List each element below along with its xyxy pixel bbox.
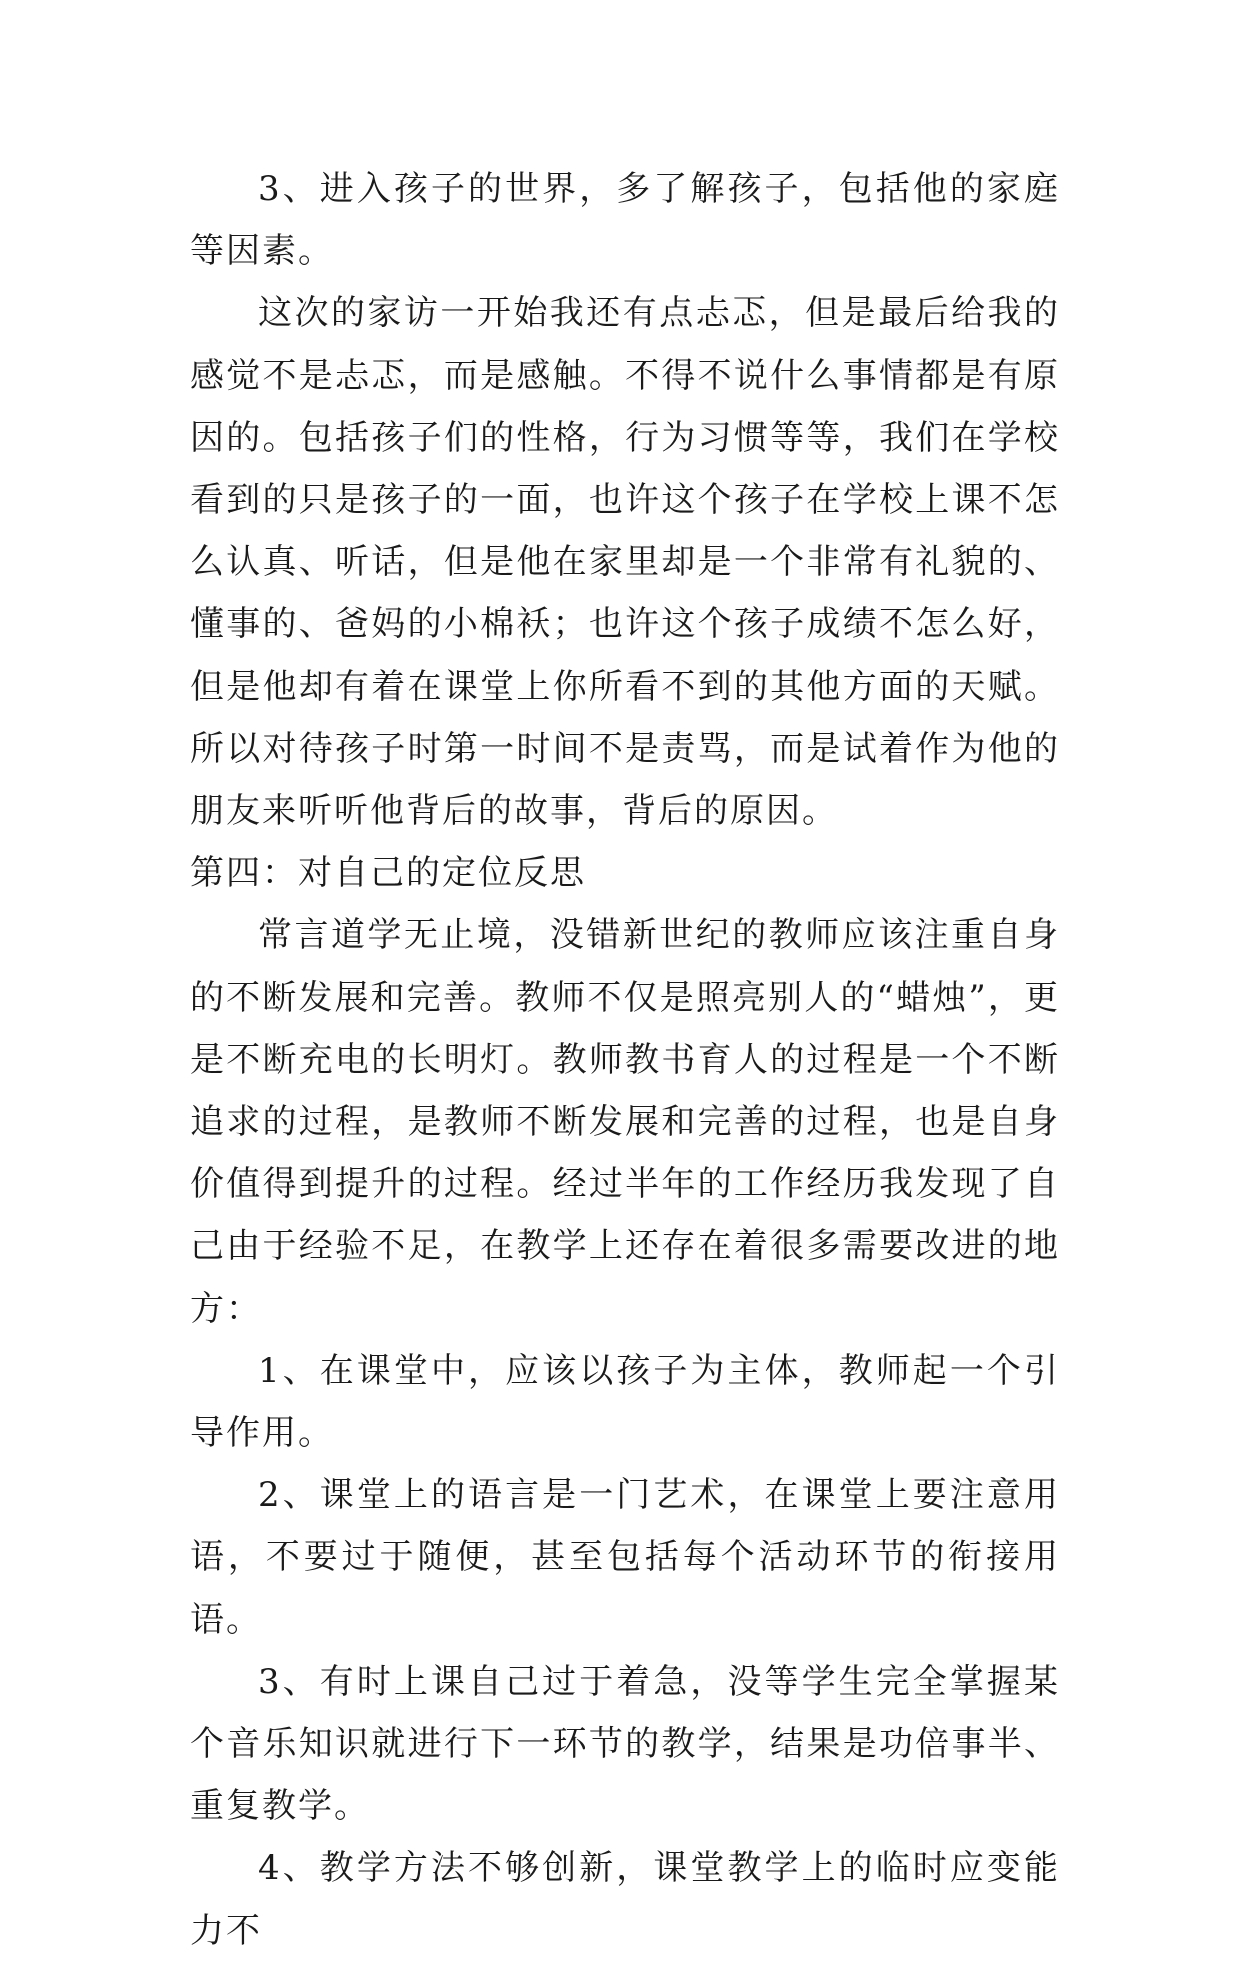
section-heading-self-reflection: 第四：对自己的定位反思 [190,853,586,894]
list-item-3: 3、有时上课自己过于着急，没等学生完全掌握某个音乐知识就进行下一环节的教学，结果是功倍事半、重复教学。 [190,1661,1060,1827]
list-item-2: 2、课堂上的语言是一门艺术，在课堂上要注意用语，不要过于随便，甚至包括每个活动环节的衔接用语。 [190,1475,1060,1640]
list-item-1: 1、在课堂中，应该以孩子为主体，教师起一个引导作用。 [190,1350,1060,1454]
document-body [190,158,1060,1962]
paragraph-home-visit: 这次的家访一开始我还有点忐忑，但是最后给我的感觉不是忐忑，而是感触。不得不说什么事情都是有原因的。包括孩子们的性格，行为习惯等等，我们在学校看到的只是孩子的一面，也许这个孩子在学校上课不怎么认真、听话，但是他在家里却是一个非常有礼貌的、懂事的、爸妈的小棉袄；也许这个孩子成绩不怎么好，但是他却有着在课堂上你所看不到的其他方面的天赋。所以对待孩子时第一时间不是责骂，而是试着作为他的朋友来听听他背后的故事，背后的原因。 [190,293,1060,832]
paragraph-item-3: 3、进入孩子的世界，多了解孩子，包括他的家庭等因素。 [190,169,1060,272]
list-item-4: 4、教学方法不够创新，课堂教学上的临时应变能力不 [190,1848,1060,1951]
paragraph-teacher-development: 常言道学无止境，没错新世纪的教师应该注重自身的不断发展和完善。教师不仅是照亮别人的“蜡烛”，更是不断充电的长明灯。教师教书育人的过程是一个不断追求的过程，是教师不断发展和完善的过程，也是自身价值得到提升的过程。经过半年的工作经历我发现了自己由于经验不足，在教学上还存在着很多需要改进的地方： [190,915,1060,1329]
